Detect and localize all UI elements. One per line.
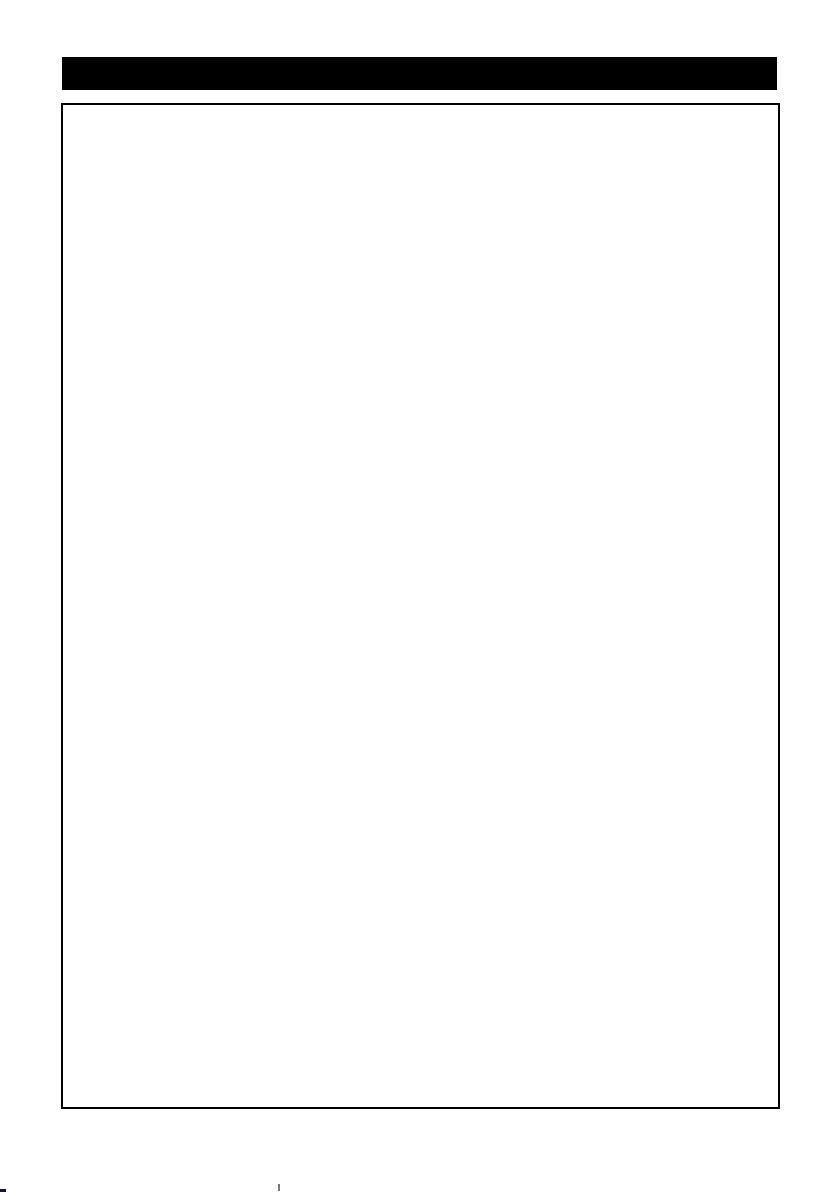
scan-artifact-tick [278, 1184, 280, 1191]
spec-table [61, 103, 780, 1109]
title-banner [62, 57, 777, 90]
